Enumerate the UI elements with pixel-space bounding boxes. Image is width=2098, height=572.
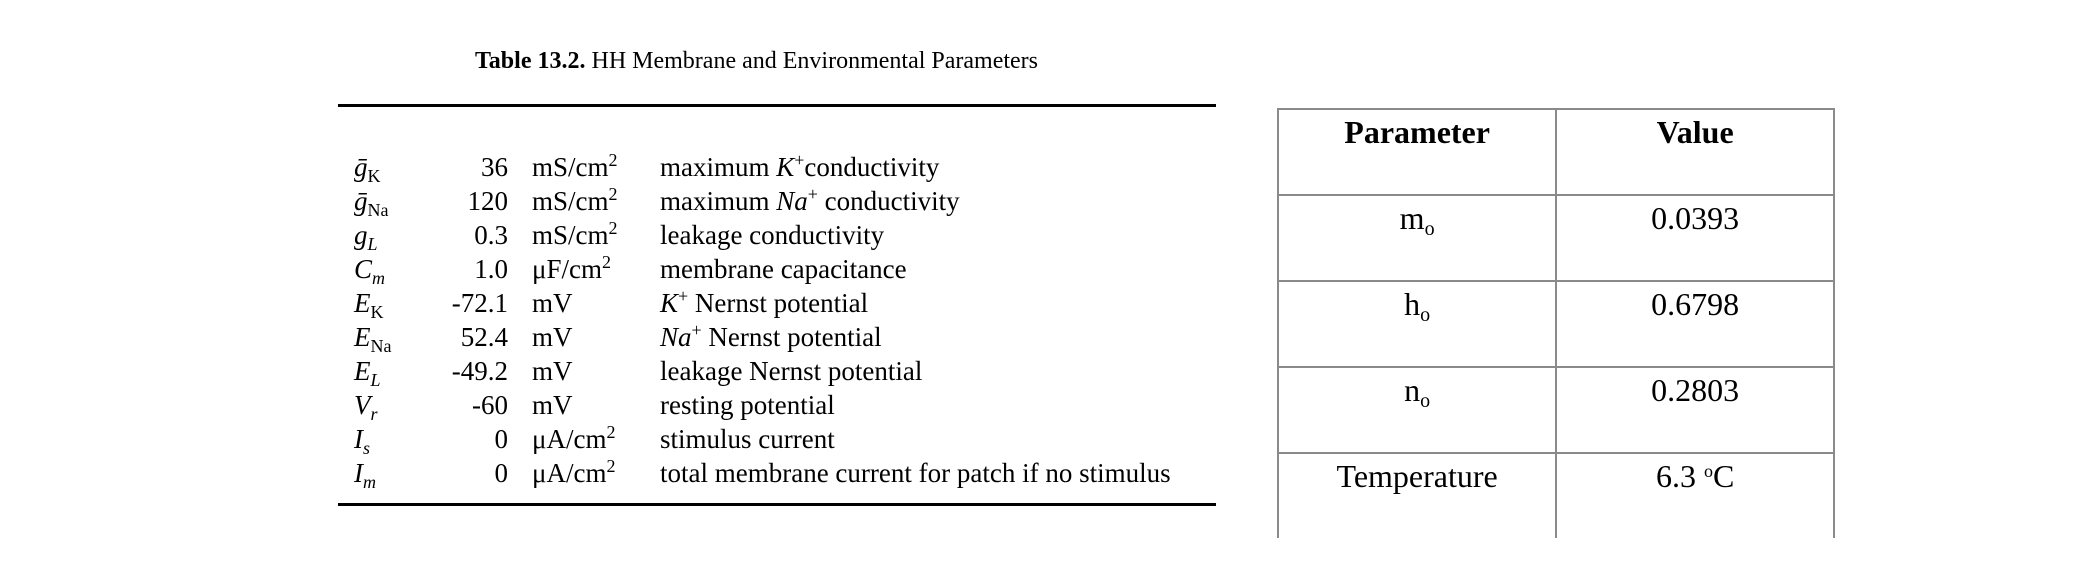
symbol-subscript: r [370,404,378,424]
unit-base: mV [532,390,573,420]
param-unit [532,456,615,490]
table-row [338,320,1216,354]
unit-base: mV [532,356,573,386]
header-parameter: Parameter [1278,109,1556,195]
parameter-value: 6.3 [1655,458,1704,494]
parameter-subscript: o [1420,390,1431,412]
symbol-base: ḡ [354,152,368,182]
symbol-base: C [354,254,373,284]
param-value: 52.4 [460,322,508,352]
desc-text: leakage Nernst potential [660,356,923,386]
param-value: -49.2 [451,356,508,386]
param-unit [532,286,573,320]
param-description [660,184,960,218]
symbol-base: I [354,458,363,488]
param-description [660,286,868,320]
symbol-subscript: m [372,268,386,288]
desc-ion: Na [660,322,692,352]
table-row [338,456,1216,490]
unit-base: mS/cm [532,152,609,182]
table-row [338,422,1216,456]
table-row [338,354,1216,388]
symbol-subscript: L [367,234,378,254]
unit-base: μA/cm [532,424,607,454]
parameter-cell [1278,195,1556,281]
desc-ion: Na [776,186,808,216]
symbol-subscript: L [370,370,381,390]
desc-ion: K [776,152,795,182]
symbol-base: E [354,356,371,386]
unit-base: mV [532,288,573,318]
desc-text: conductivity [817,186,960,216]
desc-ion-charge: + [678,286,689,306]
unit-exponent: 2 [606,456,616,476]
param-value: 36 [481,152,508,182]
param-value: -60 [472,390,508,420]
desc-text: Nernst potential [688,288,869,318]
symbol-subscript: Na [367,200,389,220]
unit-base: μF/cm [532,254,602,284]
caption-text: HH Membrane and Environmental Parameters [591,48,1039,74]
symbol-subscript: m [363,472,376,492]
table-row [1278,367,1834,453]
symbol-subscript: K [370,302,384,322]
table-top-rule [338,104,1216,107]
symbol-base: g [354,220,368,250]
param-symbol [354,456,376,499]
param-value: 0.3 [474,220,508,250]
param-unit [532,184,618,218]
parameter-name: h [1404,286,1421,322]
table-row [338,184,1216,218]
param-value: 0 [494,424,508,454]
parameter-subscript: o [1420,304,1431,326]
param-description [660,252,907,286]
caption-label: Table 13.2. [475,48,586,74]
symbol-base: I [354,424,363,454]
parameter-cell [1278,281,1556,367]
symbol-subscript: K [367,166,381,186]
parameter-name: Temperature [1336,458,1498,494]
param-unit [532,252,611,286]
param-unit [532,388,573,422]
param-unit [532,354,573,388]
table-row [338,286,1216,320]
value-cell [1556,367,1834,453]
desc-text: Nernst potential [701,322,882,352]
initial-values-table [1277,108,1835,538]
param-description [660,218,884,252]
desc-text: leakage conductivity [660,220,885,250]
param-unit [532,218,618,252]
degree-symbol: o [1703,461,1713,481]
value-cell [1556,453,1834,538]
parameter-cell [1278,367,1556,453]
unit-exponent: 2 [601,252,611,272]
table-row [338,388,1216,422]
header-row [1278,109,1834,195]
desc-text: maximum [660,186,777,216]
parameter-value: 0.0393 [1651,200,1740,236]
param-unit [532,320,573,354]
desc-ion-charge: + [807,184,818,204]
param-value: 1.0 [474,254,508,284]
param-value: -72.1 [451,288,508,318]
left-table-caption [475,48,1038,75]
symbol-subscript: Na [370,336,392,356]
desc-ion: K [660,288,679,318]
table-row [338,218,1216,252]
parameter-name: m [1399,200,1425,236]
param-description [660,388,835,422]
desc-text: conductivity [804,152,940,182]
table-row [1278,281,1834,367]
param-value: 120 [467,186,508,216]
parameters-table [338,150,1216,490]
unit-exponent: 2 [608,150,618,170]
parameter-value: 0.6798 [1651,286,1740,322]
desc-ion-charge: + [794,150,805,170]
table-row [1278,195,1834,281]
desc-text: resting potential [660,390,835,420]
unit-base: mV [532,322,573,352]
value-unit: C [1712,458,1735,494]
desc-text: stimulus current [660,424,835,454]
value-cell [1556,281,1834,367]
desc-text: total membrane current for patch if no stimulus [660,458,1171,488]
desc-text: membrane capacitance [660,254,907,284]
table-bottom-rule [338,503,1216,506]
parameter-subscript: o [1424,218,1435,240]
desc-text: maximum [660,152,777,182]
value-cell [1556,195,1834,281]
param-description [660,354,922,388]
symbol-base: E [354,322,371,352]
parameter-value: 0.2803 [1651,372,1740,408]
parameter-cell [1278,453,1556,538]
symbol-base: V [354,390,371,420]
table-row [338,252,1216,286]
unit-base: μA/cm [532,458,607,488]
symbol-base: E [354,288,371,318]
parameter-name: n [1404,372,1421,408]
param-unit [532,150,618,184]
table-row [338,150,1216,184]
desc-ion-charge: + [691,320,702,340]
symbol-subscript: s [363,438,371,458]
header-value: Value [1556,109,1834,195]
unit-base: mS/cm [532,186,609,216]
unit-base: mS/cm [532,220,609,250]
unit-exponent: 2 [606,422,616,442]
param-value: 0 [494,458,508,488]
param-description [660,150,939,184]
param-unit [532,422,615,456]
symbol-base: ḡ [354,186,368,216]
table-row [1278,453,1834,538]
param-description [660,320,882,354]
unit-exponent: 2 [608,184,618,204]
param-description [660,422,835,456]
unit-exponent: 2 [608,218,618,238]
param-description [660,456,1171,490]
